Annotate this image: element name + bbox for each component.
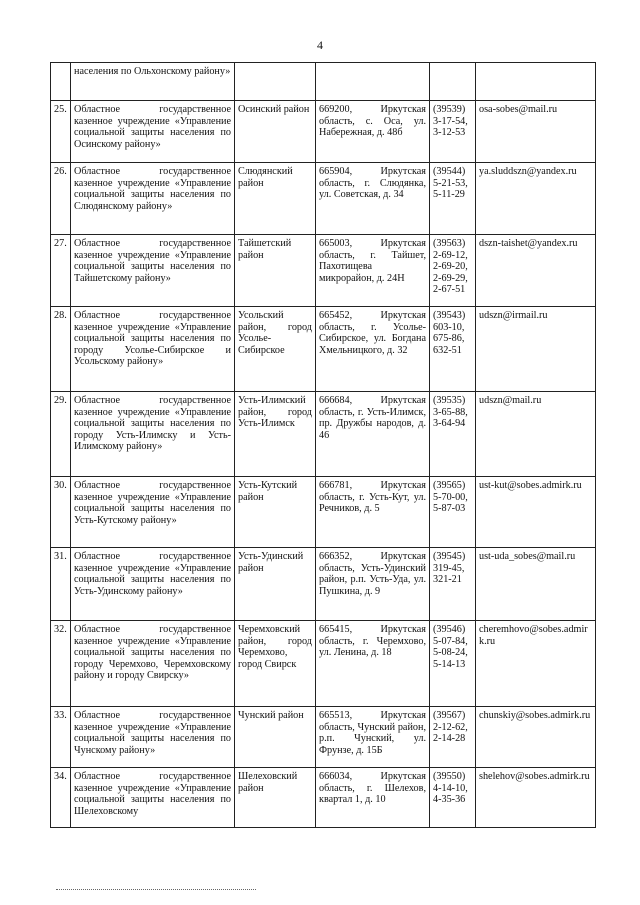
row-number: 29. [51,392,71,477]
table-row [51,235,596,307]
email: ust-uda_sobes@mail.ru [476,548,596,621]
table-row [51,768,596,828]
institution-name: Областное государственное казенное учреждение «Управление социальной защиты населения по Тайшетскому району» [71,235,235,307]
district: Тайшетский район [235,235,316,307]
institution-name: населения по Ольхонскому району» [71,63,235,101]
institution-name: Областное государственное казенное учреждение «Управление социальной защиты населения по городу Черемхово, Черемховскому району и городу Свирску» [71,621,235,707]
institution-name: Областное государственное казенное учреждение «Управление социальной защиты населения по городу Усть-Илимску и Усть-Илимскому району» [71,392,235,477]
district: Слюдянский район [235,163,316,235]
address: 666781, Иркутская область, г. Усть-Кут, ул. Речников, д. 5 [316,477,430,548]
row-number: 28. [51,307,71,392]
footer-divider [56,889,256,890]
phone: (39550) 4-14-10, 4-35-36 [430,768,476,828]
row-number: 27. [51,235,71,307]
district: Шелеховский район [235,768,316,828]
row-number: 34. [51,768,71,828]
email: shelehov@sobes.admirk.ru [476,768,596,828]
institution-name: Областное государственное казенное учреждение «Управление социальной защиты населения по Чунскому району» [71,707,235,768]
district [235,63,316,101]
address: 665003, Иркутская область, г. Тайшет, Пахотищева микрорайон, д. 24Н [316,235,430,307]
table-row [51,477,596,548]
page-number: 4 [317,38,323,52]
address: 666352, Иркутская область, Усть-Удинский район, р.п. Усть-Уда, ул. Пушкина, д. 9 [316,548,430,621]
institution-name: Областное государственное казенное учреждение «Управление социальной защиты населения по Слюдянскому району» [71,163,235,235]
row-number: 30. [51,477,71,548]
table-row [51,707,596,768]
row-number: 33. [51,707,71,768]
row-number: 25. [51,101,71,163]
district: Усть-Кутский район [235,477,316,548]
table-row [51,101,596,163]
email: udszn@mail.ru [476,392,596,477]
table-row [51,392,596,477]
row-number: 31. [51,548,71,621]
email: cheremhovo@sobes.admirk.ru [476,621,596,707]
district: Черемховский район, город Черемхово, город Свирск [235,621,316,707]
row-number [51,63,71,101]
phone: (39543) 603-10, 675-86, 632-51 [430,307,476,392]
phone: (39544) 5-21-53, 5-11-29 [430,163,476,235]
phone [430,63,476,101]
email: osa-sobes@mail.ru [476,101,596,163]
district: Усольский район, город Усолье-Сибирское [235,307,316,392]
district: Усть-Удинский район [235,548,316,621]
address: 665452, Иркутская область, г. Усолье-Сибирское, ул. Богдана Хмельницкого, д. 32 [316,307,430,392]
phone: (39563) 2-69-12, 2-69-20, 2-69-29, 2-67-51 [430,235,476,307]
email: ya.sluddszn@yandex.ru [476,163,596,235]
email: dszn-taishet@yandex.ru [476,235,596,307]
table-row [51,621,596,707]
email: chunskiy@sobes.admirk.ru [476,707,596,768]
address: 666034, Иркутская область, г. Шелехов, квартал 1, д. 10 [316,768,430,828]
table-row [51,163,596,235]
institution-name: Областное государственное казенное учреждение «Управление социальной защиты населения по городу Усолье-Сибирское и Усольскому району» [71,307,235,392]
institution-name: Областное государственное казенное учреждение «Управление социальной защиты населения по Усть-Кутскому району» [71,477,235,548]
address: 669200, Иркутская область, с. Оса, ул. Набережная, д. 48б [316,101,430,163]
institutions-table-body [51,63,596,828]
institutions-table [50,62,596,828]
email: ust-kut@sobes.admirk.ru [476,477,596,548]
address: 665415, Иркутская область, г. Черемхово, ул. Ленина, д. 18 [316,621,430,707]
table-row [51,548,596,621]
email: udszn@irmail.ru [476,307,596,392]
phone: (39545) 319-45, 321-21 [430,548,476,621]
district: Чунский район [235,707,316,768]
address [316,63,430,101]
district: Осинский район [235,101,316,163]
phone: (39546) 5-07-84, 5-08-24, 5-14-13 [430,621,476,707]
table-row [51,307,596,392]
row-number: 32. [51,621,71,707]
phone: (39567) 2-12-62, 2-14-28 [430,707,476,768]
institution-name: Областное государственное казенное учреждение «Управление социальной защиты населения по Осинскому району» [71,101,235,163]
phone: (39565) 5-70-00, 5-87-03 [430,477,476,548]
district: Усть-Илимский район, город Усть-Илимск [235,392,316,477]
address: 665904, Иркутская область, г. Слюдянка, ул. Советская, д. 34 [316,163,430,235]
email [476,63,596,101]
phone: (39535) 3-65-88, 3-64-94 [430,392,476,477]
address: 665513, Иркутская область, Чунский район, р.п. Чунский, ул. Фрунзе, д. 15Б [316,707,430,768]
address: 666684, Иркутская область, г. Усть-Илимск, пр. Дружбы народов, д. 46 [316,392,430,477]
row-number: 26. [51,163,71,235]
phone: (39539) 3-17-54, 3-12-53 [430,101,476,163]
institution-name: Областное государственное казенное учреждение «Управление социальной защиты населения по Усть-Удинскому району» [71,548,235,621]
table-row [51,63,596,101]
institution-name: Областное государственное казенное учреждение «Управление социальной защиты населения по Шелеховскому [71,768,235,828]
